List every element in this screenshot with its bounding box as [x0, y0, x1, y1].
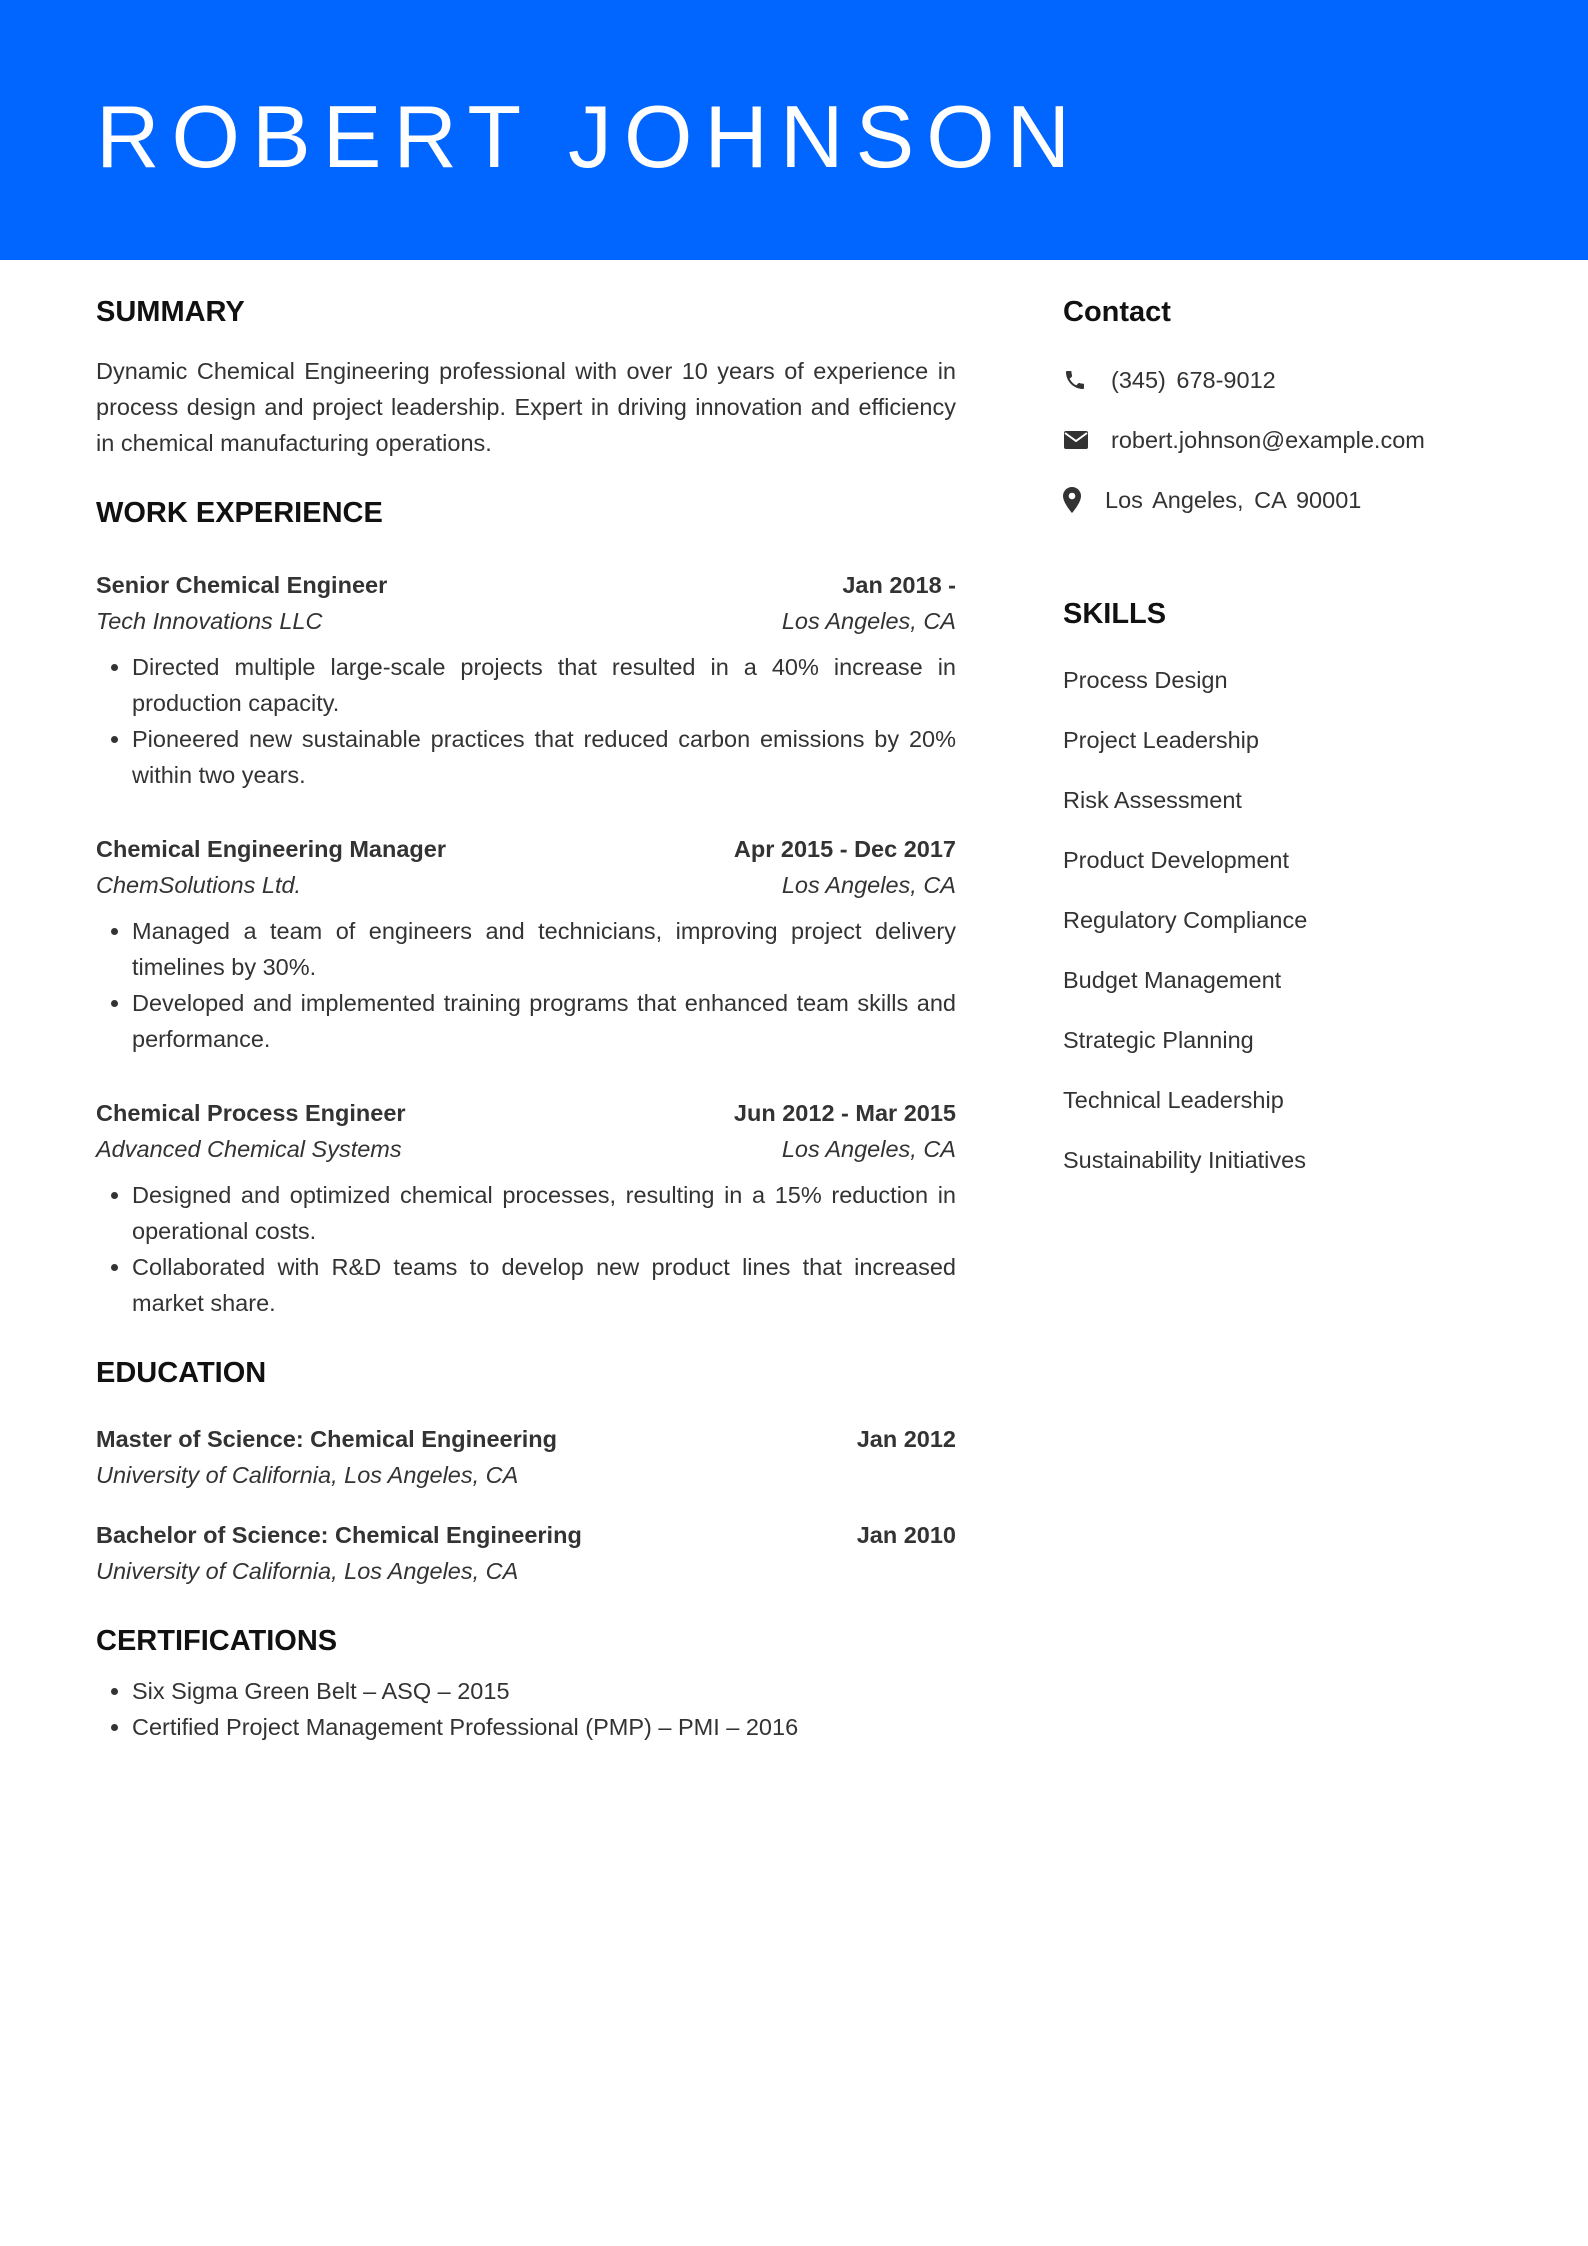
candidate-name: ROBERT JOHNSON [96, 87, 1083, 186]
job-bullet: • Collaborated with R&D teams to develop new product lines that increased market share. [132, 1249, 956, 1321]
envelope-icon [1063, 425, 1093, 455]
sidebar-column [1063, 290, 1503, 1190]
certification-item: • Six Sigma Green Belt – ASQ – 2015 [132, 1673, 956, 1709]
skill-item: Risk Assessment [1063, 787, 1242, 813]
skill-item: Regulatory Compliance [1063, 907, 1308, 933]
job-entry [96, 1095, 956, 1321]
job-location: Los Angeles, CA [781, 608, 956, 634]
phone-number: (345) 678-9012 [1111, 366, 1276, 393]
job-bullets [96, 913, 956, 1057]
education-entry [96, 1517, 956, 1589]
education-entry [96, 1421, 956, 1493]
skill-item: Project Leadership [1063, 727, 1259, 753]
school-name: University of California, Los Angeles, CA [96, 1558, 519, 1584]
job-bullet: • Pioneered new sustainable practices that reduced carbon emissions by 20% within two years. [132, 721, 956, 793]
contact-email [1063, 410, 1503, 470]
job-bullets [96, 1177, 956, 1321]
work-experience-heading: WORK EXPERIENCE [96, 497, 383, 529]
school-name: University of California, Los Angeles, CA [96, 1462, 519, 1488]
education-heading: EDUCATION [96, 1357, 267, 1389]
job-company: Tech Innovations LLC [96, 608, 323, 634]
header-banner [0, 0, 1588, 260]
degree-date: Jan 2010 [856, 1522, 956, 1548]
job-date: Jan 2018 - [842, 572, 956, 598]
skill-item: Product Development [1063, 847, 1289, 873]
degree-title: Master of Science: Chemical Engineering [96, 1426, 557, 1452]
job-bullets [96, 649, 956, 793]
job-title: Chemical Process Engineer [96, 1100, 406, 1126]
job-bullet: • Designed and optimized chemical processes, resulting in a 15% reduction in operational costs. [132, 1177, 956, 1249]
certifications-heading: CERTIFICATIONS [96, 1625, 338, 1657]
job-bullet: • Developed and implemented training programs that enhanced team skills and performance. [132, 985, 956, 1057]
skill-item: Strategic Planning [1063, 1027, 1254, 1053]
summary-section [96, 290, 956, 461]
main-column [96, 290, 956, 1745]
job-bullet: • Managed a team of engineers and technicians, improving project delivery timelines by 30%. [132, 913, 956, 985]
certification-item: • Certified Project Management Professional (PMP) – PMI – 2016 [132, 1709, 956, 1745]
skill-item: Budget Management [1063, 967, 1282, 993]
skill-item: Process Design [1063, 667, 1228, 693]
location-text: Los Angeles, CA 90001 [1105, 486, 1362, 513]
email-address: robert.johnson@example.com [1111, 426, 1425, 453]
job-company: ChemSolutions Ltd. [96, 872, 302, 898]
job-title: Senior Chemical Engineer [96, 572, 388, 598]
job-location: Los Angeles, CA [781, 1136, 956, 1162]
contact-location [1063, 470, 1503, 530]
degree-title: Bachelor of Science: Chemical Engineering [96, 1522, 582, 1548]
skill-item: Sustainability Initiatives [1063, 1147, 1306, 1173]
job-date: Jun 2012 - Mar 2015 [733, 1100, 956, 1126]
job-entry [96, 831, 956, 1057]
job-entry [96, 567, 956, 793]
job-location: Los Angeles, CA [781, 872, 956, 898]
contact-phone [1063, 350, 1503, 410]
education-section [96, 1351, 956, 1589]
certifications-section [96, 1619, 956, 1745]
skills-section [1063, 592, 1503, 1190]
summary-heading: SUMMARY [96, 296, 245, 328]
skill-item: Technical Leadership [1063, 1087, 1284, 1113]
certifications-list [96, 1673, 956, 1745]
job-company: Advanced Chemical Systems [96, 1136, 402, 1162]
degree-date: Jan 2012 [856, 1426, 956, 1452]
phone-icon [1063, 365, 1093, 395]
contact-section [1063, 290, 1503, 530]
contact-heading: Contact [1063, 296, 1171, 328]
job-date: Apr 2015 - Dec 2017 [733, 836, 956, 862]
skills-heading: SKILLS [1063, 598, 1167, 630]
summary-text: Dynamic Chemical Engineering professional with over 10 years of experience in process design and project leadership. Expert in driving innovation and efficiency in chemical manufacturing operations. [96, 358, 956, 456]
skills-list [1063, 650, 1503, 1190]
work-experience-section [96, 491, 956, 1321]
job-title: Chemical Engineering Manager [96, 836, 446, 862]
map-pin-icon [1063, 485, 1087, 515]
job-bullet: • Directed multiple large-scale projects that resulted in a 40% increase in production capacity. [132, 649, 956, 721]
